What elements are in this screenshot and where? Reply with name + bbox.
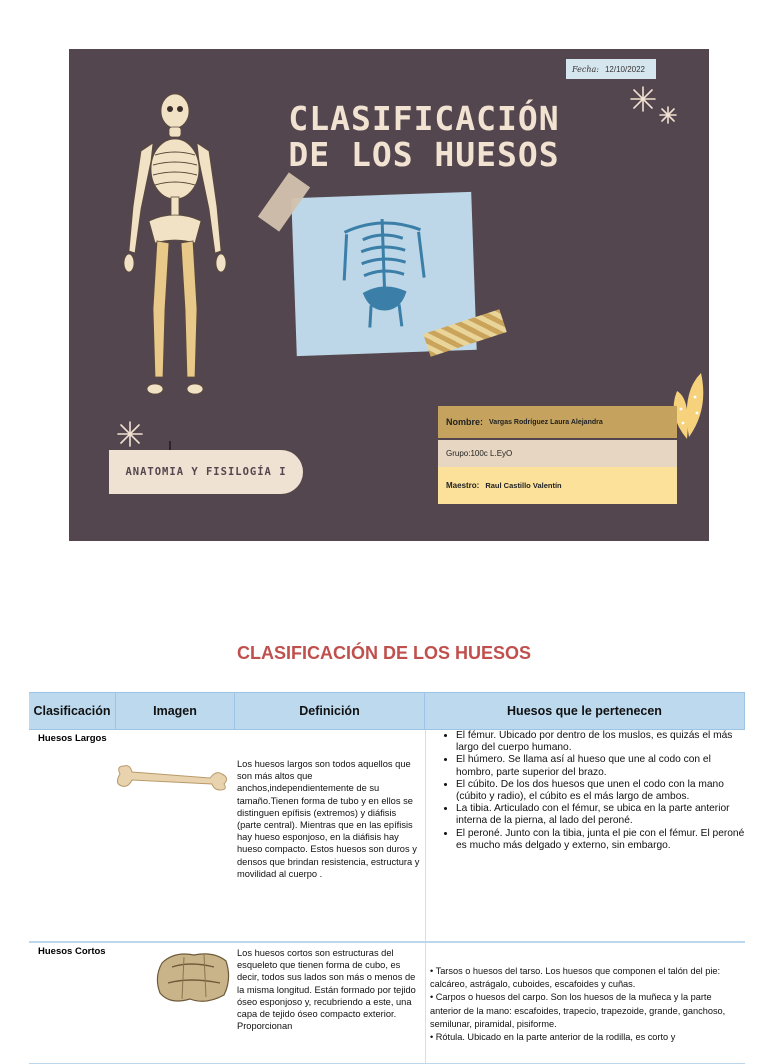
group-row	[438, 440, 677, 467]
teacher-label: Maestro:	[446, 481, 480, 490]
row-classification: Huesos Largos	[38, 733, 107, 744]
list-item: • Carpos o huesos del carpo. Son los huesos de la muñeca y la parte anterior de la mano: escafoides, trapecio, trapezoide, grande, ganchoso, semilunar, piramidal, pisiforme.	[430, 992, 726, 1029]
cover-title	[269, 101, 579, 173]
row-definition: Los huesos cortos son estructuras del esqueleto que tienen forma de cubo, es decir, todos sus lados son más o menos de la misma longitud. Están formado por tejido óseo esponjoso y, recubriendo a este, una capa de tejido óseo compacto exterior. Proporcionan	[237, 948, 416, 1032]
cover-title-line2: DE LOS HUESOS	[288, 135, 560, 174]
header-image: Imagen	[116, 693, 235, 729]
table-row	[29, 730, 745, 942]
list-item: • El peroné. Junto con la tibia, junta el pie con el fémur. El peroné es mucho más delgado y externo, sin embargo.	[456, 828, 745, 852]
cover-title-line1: CLASIFICACIÓN	[288, 99, 560, 138]
row-image	[116, 730, 235, 941]
group-value: Grupo:100c L.EyO	[446, 449, 513, 458]
list-item: • El húmero. Se llama así al hueso que une al codo con el hombro, parte superior del brazo.	[456, 754, 745, 778]
date-box	[566, 59, 656, 79]
list-item: • La tibia. Articulado con el fémur, se ubica en la parte anterior interna de la pierna, al lado del peroné.	[456, 803, 745, 827]
name-value: Vargas Rodríguez Laura Alejandra	[489, 418, 603, 426]
header-bones: Huesos que le pertenecen	[425, 693, 745, 729]
list-item: • Tarsos o huesos del tarso. Los huesos que componen el talón del pie: calcáreo, astrágalo, cuboides, escafoides y cuñas.	[430, 966, 721, 990]
skeleton-icon	[119, 91, 231, 403]
classification-table	[29, 692, 745, 1064]
table-row	[29, 942, 745, 1064]
teacher-value: Raul Castillo Valentín	[485, 481, 562, 490]
list-item: • Rótula. Ubicado en la parte anterior de la rodilla, es corto y	[430, 1032, 676, 1043]
short-bone-icon	[154, 949, 232, 1007]
row-image	[116, 943, 235, 1063]
date-label: Fecha:	[572, 64, 599, 74]
sparkle-icon	[117, 421, 143, 447]
row-bones	[425, 943, 745, 1063]
name-row	[438, 406, 677, 438]
list-item: • El fémur. Ubicado por dentro de los muslos, es quizás el más largo del cuerpo humano.	[456, 730, 745, 754]
cover-slide	[69, 49, 709, 541]
table-header	[29, 692, 745, 730]
xray-skeleton-icon	[334, 207, 434, 328]
name-label: Nombre:	[446, 417, 484, 427]
row-definition: Los huesos largos son todos aquellos que son más altos que anchos,independientemente de su tamaño.Tienen forma de tubo y en ellos se distinguen epífisis (extremos) y diáfisis (parte central). Mientras que en las epífisis hay hueso esponjoso, en la diáfisis hay hueso compacto. Estos huesos son duros y densos que brindan resistencia, estructura y movilidad al cuerpo .	[237, 759, 420, 879]
date-value: 12/10/2022	[604, 64, 645, 74]
header-classification: Clasificación	[29, 693, 116, 729]
femur-icon	[114, 760, 230, 794]
row-classification: Huesos Cortos	[38, 946, 106, 957]
list-item: • El cúbito. De los dos huesos que unen el codo con la mano (cúbito y radio), el cúbito es el más largo de ambos.	[456, 779, 745, 803]
course-badge: ANATOMIA Y FISILOGÍA I	[109, 450, 303, 494]
document-title: CLASIFICACIÓN DE LOS HUESOS	[236, 643, 532, 663]
row-bones	[425, 730, 745, 941]
teacher-row	[438, 467, 677, 504]
header-definition: Definición	[235, 693, 425, 729]
sparkle-icon	[629, 85, 679, 129]
